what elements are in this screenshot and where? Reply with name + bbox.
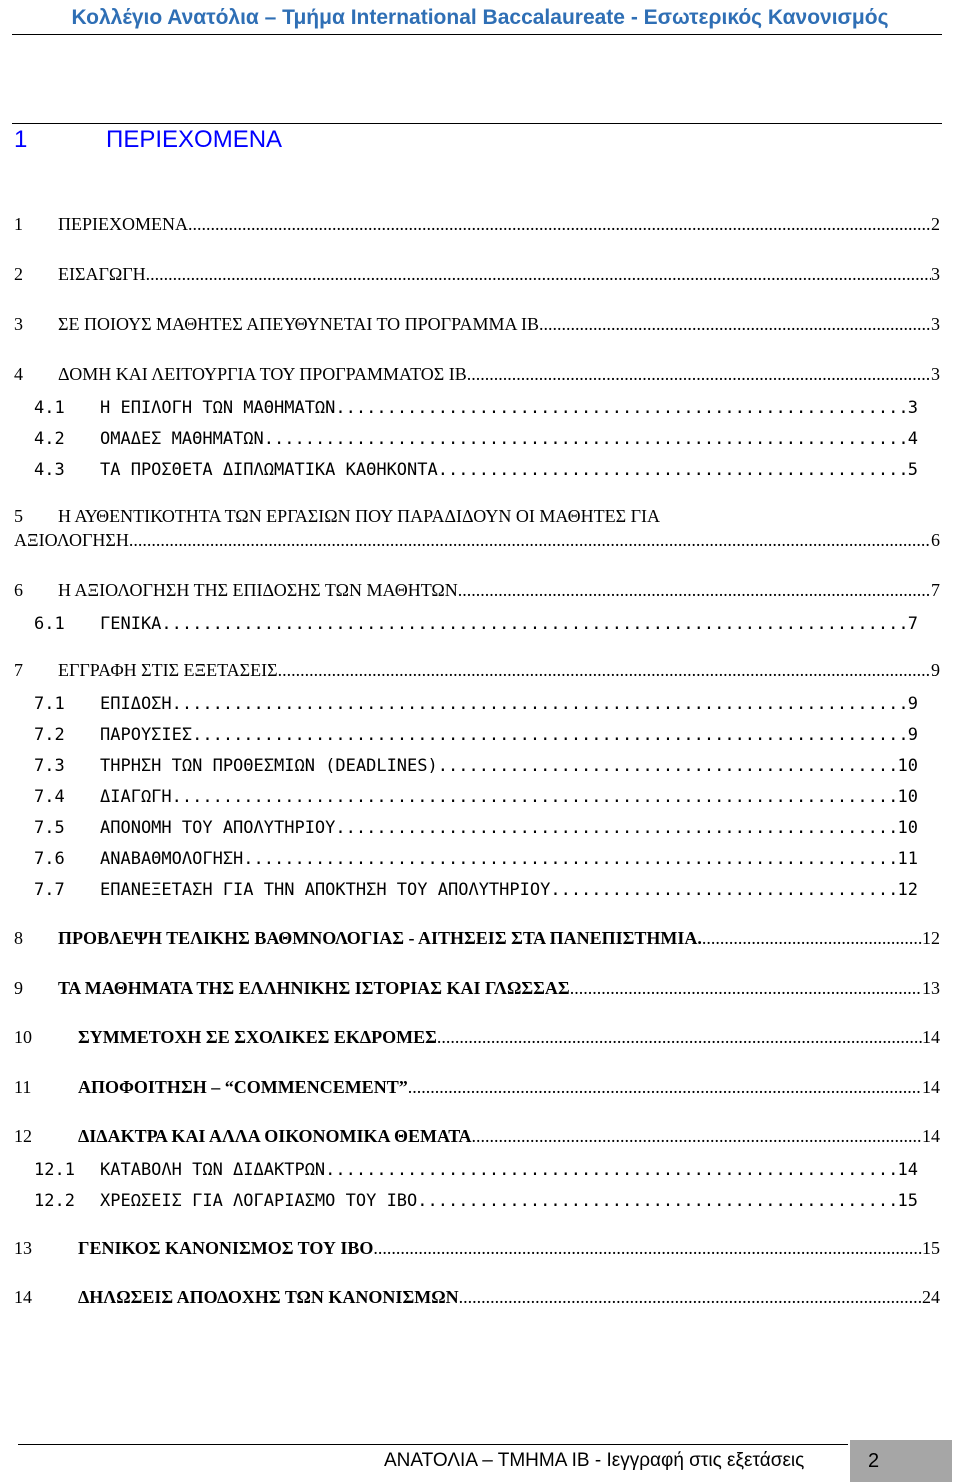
toc-leader (172, 694, 908, 714)
toc-entry-4-3[interactable] (34, 460, 918, 480)
toc-entry-title: ΚΑΤΑΒΟΛΗ ΤΩΝ ΔΙΔΑΚΤΡΩΝ. (100, 1160, 336, 1180)
toc-entry-page: 12 (922, 928, 940, 948)
toc-entry-12-2[interactable] (34, 1191, 918, 1211)
toc-entry-title: ΤΑ ΜΑΘΗΜΑΤΑ ΤΗΣ ΕΛΛΗΝΙΚΗΣ ΙΣΤΟΡΙΑΣ ΚΑΙ ΓΛΩΣΣΑΣ (58, 978, 570, 998)
toc-entry-title: ΠΑΡΟΥΣΙΕΣ (100, 725, 193, 745)
toc-leader (438, 756, 898, 776)
toc-entry-number: 12.2 (34, 1191, 75, 1211)
toc-entry-page: 9 (907, 725, 918, 745)
toc-entry-page: 9 (907, 694, 918, 714)
toc-entry-title: ΠΕΡΙΕΧΟΜΕΝΑ (58, 214, 188, 234)
toc-entry-1[interactable] (14, 214, 940, 235)
toc-leader (539, 314, 931, 335)
toc-heading-title: ΠΕΡΙΕΧΟΜΕΝΑ (106, 126, 283, 153)
toc-entry-number: 14 (14, 1287, 32, 1307)
toc-entry-title: Η ΑΞΙΟΛΟΓΗΣΗ ΤΗΣ ΕΠΙΔΟΣΗΣ ΤΩΝ ΜΑΘΗΤΩΝ (58, 580, 458, 600)
toc-entry-number: 7.6 (34, 849, 65, 869)
toc-leader (243, 849, 897, 869)
toc-entry-title: ΕΠΙΔΟΣΗ (100, 694, 172, 714)
toc-leader (570, 978, 922, 999)
footer-page-number: 2 (850, 1440, 952, 1482)
toc-entry-12[interactable] (14, 1126, 940, 1147)
toc-leader (472, 1126, 923, 1147)
toc-entry-7-7[interactable] (34, 880, 918, 900)
toc-entry-title: ΔΗΛΩΣΕΙΣ ΑΠΟΔΟΧΗΣ ΤΩΝ ΚΑΝΟΝΙΣΜΩΝ (78, 1287, 459, 1307)
toc-leader (467, 364, 931, 385)
toc-entry-title: ΤΗΡΗΣΗ ΤΩΝ ΠΡΟΘΕΣΜΙΩΝ (DEADLINES) (100, 756, 438, 776)
toc-entry-5-continued[interactable] (14, 530, 940, 551)
toc-leader (550, 880, 897, 900)
toc-entry-page: 4 (907, 429, 918, 449)
toc-entry-number: 7.3 (34, 756, 65, 776)
toc-entry-title: ΟΜΑΔΕΣ ΜΑΘΗΜΑΤΩΝ (100, 429, 264, 449)
toc-entry-7-2[interactable] (34, 725, 918, 745)
toc-entry-number: 11 (14, 1077, 32, 1097)
toc-entry-number: 8 (14, 928, 23, 948)
toc-entry-number: 2 (14, 264, 23, 284)
toc-entry-page: 14 (922, 1077, 940, 1097)
toc-leader (346, 818, 898, 838)
toc-entry-4-1[interactable] (34, 398, 918, 418)
toc-entry-13[interactable] (14, 1238, 940, 1259)
toc-entry-page: 15 (897, 1191, 918, 1211)
toc-heading-divider (12, 123, 942, 124)
toc-entry-page: 3 (931, 364, 940, 384)
toc-entry-page: 10 (897, 756, 918, 776)
toc-entry-8[interactable] (14, 928, 940, 949)
toc-entry-number: 3 (14, 314, 23, 334)
toc-entry-title: ΣΥΜΜΕΤΟΧΗ ΣΕ ΣΧΟΛΙΚΕΣ ΕΚΔΡΟΜΕΣ (78, 1027, 437, 1047)
toc-entry-2[interactable] (14, 264, 940, 285)
toc-entry-page: 24 (922, 1287, 940, 1307)
toc-entry-number: 4.1 (34, 398, 65, 418)
toc-entry-page: 7 (907, 614, 918, 634)
toc-entry-title-continued: ΑΞΙΟΛΟΓΗΣΗ (14, 530, 129, 550)
toc-entry-page: 12 (897, 880, 918, 900)
toc-entry-number: 7.7 (34, 880, 65, 900)
toc-entry-page: 14 (922, 1126, 940, 1146)
toc-leader (335, 398, 907, 418)
toc-entry-number: 4 (14, 364, 23, 384)
toc-entry-number: 9 (14, 978, 23, 998)
toc-leader (437, 1027, 922, 1048)
toc-leader (188, 214, 931, 235)
toc-entry-page: 3 (931, 264, 940, 284)
toc-leader (172, 787, 898, 807)
toc-entry-page: 3 (907, 398, 918, 418)
toc-entry-page: 7 (931, 580, 940, 600)
toc-entry-number: 7.1 (34, 694, 65, 714)
toc-entry-11[interactable] (14, 1077, 940, 1098)
toc-heading-number: 1 (14, 126, 28, 153)
toc-entry-title: ΧΡΕΩΣΕΙΣ ΓΙΑ ΛΟΓΑΡΙΑΣΜΟ ΤΟΥ IBO (100, 1191, 418, 1211)
toc-entry-title: ΔΙΔΑΚΤΡΑ ΚΑΙ ΑΛΛΑ ΟΙΚΟΝΟΜΙΚΑ ΘΕΜΑΤΑ (78, 1126, 472, 1146)
toc-entry-page: 10 (897, 818, 918, 838)
toc-entry-page: 5 (907, 460, 918, 480)
toc-entry-4-2[interactable] (34, 429, 918, 449)
toc-entry-title: ΔΙΑΓΩΓΗ (100, 787, 172, 807)
footer-text: ΑΝΑΤΟΛΙΑ – ΤΜΗΜΑ IB - Ιεγγραφή στις εξετάσεις (384, 1450, 805, 1471)
toc-entry-number: 4.3 (34, 460, 65, 480)
toc-entry-page: 6 (931, 530, 940, 550)
toc-entry-6[interactable] (14, 580, 940, 601)
toc-entry-number: 7.5 (34, 818, 65, 838)
toc-leader (408, 1077, 922, 1098)
toc-leader (702, 928, 922, 949)
toc-entry-10[interactable] (14, 1027, 940, 1048)
toc-entry-page: 13 (922, 978, 940, 998)
toc-entry-title: ΤΑ ΠΡΟΣΘΕΤΑ ΔΙΠΛΩΜΑΤΙΚΑ ΚΑΘΗΚΟΝΤΑ (100, 460, 438, 480)
toc-entry-12-1[interactable] (34, 1160, 918, 1180)
toc-entry-7[interactable] (14, 660, 940, 681)
toc-entry-5[interactable] (14, 506, 940, 527)
toc-leader (373, 1238, 922, 1259)
toc-entry-number: 7.4 (34, 787, 65, 807)
toc-leader (161, 614, 907, 634)
toc-entry-number: 1 (14, 214, 23, 234)
toc-heading (14, 126, 282, 154)
toc-entry-title: ΠΡΟΒΛΕΨΗ ΤΕΛΙΚΗΣ ΒΑΘΜΝΟΛΟΓΙΑΣ - ΑΙΤΗΣΕΙΣ ΣΤΑ ΠΑΝΕΠΙΣΤΗΜΙΑ. (58, 928, 702, 948)
toc-entry-title: ΕΠΑΝΕΞΕΤΑΣΗ ΓΙΑ ΤΗΝ ΑΠΟΚΤΗΣΗ ΤΟΥ ΑΠΟΛΥΤΗΡΙΟΥ (100, 880, 551, 900)
toc-entry-9[interactable] (14, 978, 940, 999)
toc-entry-number: 12.1 (34, 1160, 75, 1180)
toc-entry-number: 12 (14, 1126, 32, 1146)
toc-leader (192, 725, 908, 745)
toc-entry-page: 3 (931, 314, 940, 334)
toc-leader (458, 580, 931, 601)
toc-entry-3[interactable] (14, 314, 940, 335)
toc-entry-title: ΣΕ ΠΟΙΟΥΣ ΜΑΘΗΤΕΣ ΑΠΕΥΘΥΝΕΤΑΙ ΤΟ ΠΡΟΓΡΑΜΜΑ IB (58, 314, 539, 334)
toc-entry-7-3[interactable] (34, 756, 918, 776)
toc-entry-title: ΕΙΣΑΓΩΓΗ (58, 264, 146, 284)
toc-entry-title: ΑΠΟΝΟΜΗ ΤΟΥ ΑΠΟΛΥΤΗΡΙΟΥ. (100, 818, 346, 838)
toc-entry-number: 6.1 (34, 614, 65, 634)
toc-entry-page: 9 (931, 660, 940, 680)
toc-entry-title: ΑΝΑΒΑΘΜΟΛΟΓΗΣΗ (100, 849, 244, 869)
toc-entry-page: 15 (922, 1238, 940, 1258)
toc-entry-title: Η ΕΠΙΛΟΓΗ ΤΩΝ ΜΑΘΗΜΑΤΩΝ (100, 398, 336, 418)
document-header-title: Κολλέγιο Ανατόλια – Τμήμα International Baccalaureate - Εσωτερικός Κανονισμός (71, 6, 889, 29)
toc-leader (264, 429, 908, 449)
toc-leader (417, 1191, 897, 1211)
toc-entry-title: ΓΕΝΙΚΑ (100, 614, 162, 634)
toc-leader (146, 264, 931, 285)
toc-entry-title: ΓΕΝΙΚΟΣ ΚΑΝΟΝΙΣΜΟΣ ΤΟΥ IBO (78, 1238, 374, 1258)
toc-entry-6-1[interactable] (34, 614, 918, 634)
toc-entry-page: 14 (922, 1027, 940, 1047)
toc-leader (438, 460, 908, 480)
toc-entry-7-5[interactable] (34, 818, 918, 838)
toc-leader (459, 1287, 922, 1308)
toc-entry-page: 11 (897, 849, 918, 869)
toc-entry-number: 13 (14, 1238, 32, 1258)
toc-entry-title: ΕΓΓΡΑΦΗ ΣΤΙΣ ΕΞΕΤΑΣΕΙΣ (58, 660, 278, 680)
toc-entry-number: 10 (14, 1027, 32, 1047)
toc-entry-title: Η ΑΥΘΕΝΤΙΚΟΤΗΤΑ ΤΩΝ ΕΡΓΑΣΙΩΝ ΠΟΥ ΠΑΡΑΔΙΔΟΥΝ ΟΙ ΜΑΘΗΤΕΣ ΓΙΑ (58, 506, 661, 526)
toc-entry-number: 6 (14, 580, 23, 600)
toc-entry-title: ΑΠΟΦΟΙΤΗΣΗ – “COMMENCEMENT” (78, 1077, 408, 1097)
toc-entry-page: 14 (897, 1160, 918, 1180)
toc-leader (278, 660, 931, 681)
toc-entry-number: 5 (14, 506, 23, 526)
toc-entry-page: 2 (931, 214, 940, 234)
toc-entry-number: 7 (14, 660, 23, 680)
header-divider (12, 34, 942, 35)
toc-entry-7-6[interactable] (34, 849, 918, 869)
toc-entry-number: 4.2 (34, 429, 65, 449)
toc-entry-number: 7.2 (34, 725, 65, 745)
footer-divider (18, 1444, 848, 1445)
toc-entry-4[interactable] (14, 364, 940, 385)
toc-entry-title: ΔΟΜΗ ΚΑΙ ΛΕΙΤΟΥΡΓΙΑ ΤΟΥ ΠΡΟΓΡΑΜΜΑΤΟΣ IB (58, 364, 467, 384)
toc-leader (129, 530, 931, 551)
toc-entry-14[interactable] (14, 1287, 940, 1308)
toc-entry-7-1[interactable] (34, 694, 918, 714)
toc-entry-page: 10 (897, 787, 918, 807)
toc-leader (335, 1160, 897, 1180)
toc-entry-7-4[interactable] (34, 787, 918, 807)
